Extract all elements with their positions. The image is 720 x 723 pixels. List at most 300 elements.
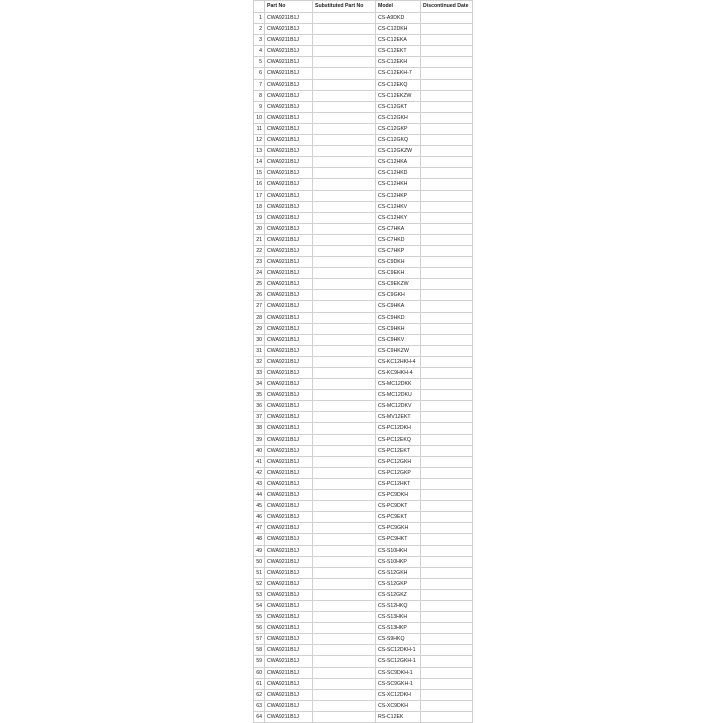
substituted-part-no-cell[interactable] <box>313 390 376 401</box>
part-no-cell[interactable]: CWA9211B1J <box>265 301 313 312</box>
row-index-cell[interactable]: 12 <box>254 135 265 146</box>
model-cell[interactable]: CS-S9HKQ <box>376 634 421 645</box>
substituted-part-no-cell[interactable] <box>313 312 376 323</box>
discontinued-date-cell[interactable] <box>421 157 473 168</box>
substituted-part-no-cell[interactable] <box>313 567 376 578</box>
part-no-cell[interactable]: CWA9211B1J <box>265 545 313 556</box>
part-no-cell[interactable]: CWA9211B1J <box>265 645 313 656</box>
row-index-cell[interactable]: 43 <box>254 478 265 489</box>
model-cell[interactable]: CS-PC9DKH <box>376 490 421 501</box>
model-cell[interactable]: CS-A9DKD <box>376 13 421 24</box>
discontinued-date-cell[interactable] <box>421 379 473 390</box>
model-cell[interactable]: CS-C12HKA <box>376 157 421 168</box>
model-cell[interactable]: CS-KC9HKH-4 <box>376 368 421 379</box>
substituted-part-no-cell[interactable] <box>313 79 376 90</box>
row-index-cell[interactable]: 10 <box>254 112 265 123</box>
discontinued-date-cell[interactable] <box>421 168 473 179</box>
model-cell[interactable]: CS-PC9DKT <box>376 501 421 512</box>
substituted-part-no-cell[interactable] <box>313 179 376 190</box>
model-cell[interactable]: CS-PC12DKH <box>376 423 421 434</box>
model-cell[interactable]: CS-C12HKP <box>376 190 421 201</box>
part-no-cell[interactable]: CWA9211B1J <box>265 456 313 467</box>
discontinued-date-cell[interactable] <box>421 79 473 90</box>
discontinued-date-cell[interactable] <box>421 57 473 68</box>
discontinued-date-cell[interactable] <box>421 112 473 123</box>
part-no-cell[interactable]: CWA9211B1J <box>265 711 313 722</box>
part-no-cell[interactable]: CWA9211B1J <box>265 368 313 379</box>
part-no-cell[interactable]: CWA9211B1J <box>265 523 313 534</box>
part-no-cell[interactable]: CWA9211B1J <box>265 157 313 168</box>
row-index-cell[interactable]: 60 <box>254 667 265 678</box>
substituted-part-no-cell[interactable] <box>313 711 376 722</box>
substituted-part-no-cell[interactable] <box>313 478 376 489</box>
substituted-part-no-cell[interactable] <box>313 678 376 689</box>
row-index-cell[interactable]: 34 <box>254 379 265 390</box>
substituted-part-no-cell[interactable] <box>313 401 376 412</box>
substituted-part-no-cell[interactable] <box>313 689 376 700</box>
substituted-part-no-cell[interactable] <box>313 257 376 268</box>
part-no-cell[interactable]: CWA9211B1J <box>265 445 313 456</box>
discontinued-date-cell[interactable] <box>421 290 473 301</box>
substituted-part-no-cell[interactable] <box>313 190 376 201</box>
model-cell[interactable]: CS-C9HKH <box>376 323 421 334</box>
row-index-cell[interactable]: 13 <box>254 146 265 157</box>
substituted-part-no-cell[interactable] <box>313 423 376 434</box>
substituted-part-no-cell[interactable] <box>313 490 376 501</box>
model-cell[interactable]: CS-C9HKA <box>376 301 421 312</box>
row-index-cell[interactable]: 64 <box>254 711 265 722</box>
discontinued-date-cell[interactable] <box>421 634 473 645</box>
model-cell[interactable]: CS-C12HKV <box>376 201 421 212</box>
model-cell[interactable]: CS-SC9GKH-1 <box>376 678 421 689</box>
part-no-cell[interactable]: CWA9211B1J <box>265 689 313 700</box>
row-index-cell[interactable]: 35 <box>254 390 265 401</box>
row-index-cell[interactable]: 1 <box>254 13 265 24</box>
substituted-part-no-cell[interactable] <box>313 634 376 645</box>
part-no-cell[interactable]: CWA9211B1J <box>265 656 313 667</box>
part-no-cell[interactable]: CWA9211B1J <box>265 534 313 545</box>
discontinued-date-cell[interactable] <box>421 412 473 423</box>
model-cell[interactable]: CS-MC12DKK <box>376 379 421 390</box>
discontinued-date-cell[interactable] <box>421 512 473 523</box>
row-index-cell[interactable]: 57 <box>254 634 265 645</box>
row-index-cell[interactable]: 39 <box>254 434 265 445</box>
model-cell[interactable]: CS-C12GKH <box>376 112 421 123</box>
discontinued-date-cell[interactable] <box>421 90 473 101</box>
substituted-part-no-cell[interactable] <box>313 512 376 523</box>
part-no-cell[interactable]: CWA9211B1J <box>265 13 313 24</box>
model-cell[interactable]: CS-C9HKV <box>376 334 421 345</box>
discontinued-date-cell[interactable] <box>421 600 473 611</box>
row-index-cell[interactable]: 23 <box>254 257 265 268</box>
model-cell[interactable]: CS-C12HKH <box>376 179 421 190</box>
model-cell[interactable]: CS-S12GKH <box>376 567 421 578</box>
part-no-cell[interactable]: CWA9211B1J <box>265 589 313 600</box>
part-no-cell[interactable]: CWA9211B1J <box>265 68 313 79</box>
discontinued-date-cell[interactable] <box>421 312 473 323</box>
discontinued-date-cell[interactable] <box>421 35 473 46</box>
part-no-cell[interactable]: CWA9211B1J <box>265 379 313 390</box>
substituted-part-no-cell[interactable] <box>313 123 376 134</box>
discontinued-date-cell[interactable] <box>421 700 473 711</box>
part-no-cell[interactable]: CWA9211B1J <box>265 323 313 334</box>
row-index-cell[interactable]: 14 <box>254 157 265 168</box>
row-index-cell[interactable]: 52 <box>254 578 265 589</box>
part-no-cell[interactable]: CWA9211B1J <box>265 501 313 512</box>
part-no-cell[interactable]: CWA9211B1J <box>265 334 313 345</box>
row-index-cell[interactable]: 3 <box>254 35 265 46</box>
substituted-part-no-cell[interactable] <box>313 501 376 512</box>
part-no-cell[interactable]: CWA9211B1J <box>265 512 313 523</box>
part-no-cell[interactable]: CWA9211B1J <box>265 223 313 234</box>
discontinued-date-cell[interactable] <box>421 401 473 412</box>
model-cell[interactable]: CS-C7HKP <box>376 245 421 256</box>
row-index-cell[interactable]: 33 <box>254 368 265 379</box>
row-index-cell[interactable]: 2 <box>254 24 265 35</box>
substituted-part-no-cell[interactable] <box>313 623 376 634</box>
discontinued-date-cell[interactable] <box>421 279 473 290</box>
part-no-cell[interactable]: CWA9211B1J <box>265 412 313 423</box>
row-index-cell[interactable]: 20 <box>254 223 265 234</box>
discontinued-date-cell[interactable] <box>421 123 473 134</box>
substituted-part-no-cell[interactable] <box>313 445 376 456</box>
model-cell[interactable]: CS-C12EKQ <box>376 79 421 90</box>
discontinued-date-cell[interactable] <box>421 334 473 345</box>
model-cell[interactable]: CS-C12GKP <box>376 123 421 134</box>
part-no-cell[interactable]: CWA9211B1J <box>265 312 313 323</box>
discontinued-date-cell[interactable] <box>421 179 473 190</box>
row-index-cell[interactable]: 18 <box>254 201 265 212</box>
discontinued-date-cell[interactable] <box>421 423 473 434</box>
model-cell[interactable]: CS-C9EKZW <box>376 279 421 290</box>
discontinued-date-cell[interactable] <box>421 711 473 722</box>
substituted-part-no-cell[interactable] <box>313 212 376 223</box>
substituted-part-no-cell[interactable] <box>313 645 376 656</box>
substituted-part-no-cell[interactable] <box>313 168 376 179</box>
model-cell[interactable]: CS-S12GKZ <box>376 589 421 600</box>
discontinued-date-cell[interactable] <box>421 612 473 623</box>
row-index-cell[interactable]: 51 <box>254 567 265 578</box>
discontinued-date-cell[interactable] <box>421 101 473 112</box>
substituted-part-no-cell[interactable] <box>313 157 376 168</box>
row-index-cell[interactable]: 25 <box>254 279 265 290</box>
model-cell[interactable]: RS-C12EK <box>376 711 421 722</box>
row-index-cell[interactable]: 48 <box>254 534 265 545</box>
discontinued-date-cell[interactable] <box>421 201 473 212</box>
row-index-cell[interactable]: 4 <box>254 46 265 57</box>
discontinued-date-cell[interactable] <box>421 345 473 356</box>
row-index-cell[interactable]: 41 <box>254 456 265 467</box>
discontinued-date-cell[interactable] <box>421 223 473 234</box>
row-index-cell[interactable]: 61 <box>254 678 265 689</box>
substituted-part-no-cell[interactable] <box>313 135 376 146</box>
model-cell[interactable]: CS-C9EKH <box>376 268 421 279</box>
discontinued-date-cell[interactable] <box>421 46 473 57</box>
model-cell[interactable]: CS-C9HKZW <box>376 345 421 356</box>
row-index-cell[interactable]: 28 <box>254 312 265 323</box>
part-no-cell[interactable]: CWA9211B1J <box>265 90 313 101</box>
model-cell[interactable]: CS-S12HKQ <box>376 600 421 611</box>
substituted-part-no-cell[interactable] <box>313 57 376 68</box>
substituted-part-no-cell[interactable] <box>313 556 376 567</box>
substituted-part-no-cell[interactable] <box>313 301 376 312</box>
row-index-cell[interactable]: 19 <box>254 212 265 223</box>
row-index-cell[interactable]: 54 <box>254 600 265 611</box>
substituted-part-no-cell[interactable] <box>313 545 376 556</box>
part-no-cell[interactable]: CWA9211B1J <box>265 390 313 401</box>
model-cell[interactable]: CS-MC12DKV <box>376 401 421 412</box>
part-no-cell[interactable]: CWA9211B1J <box>265 667 313 678</box>
row-index-cell[interactable]: 15 <box>254 168 265 179</box>
discontinued-date-cell[interactable] <box>421 190 473 201</box>
model-cell[interactable]: CS-MC12DKU <box>376 390 421 401</box>
row-index-cell[interactable]: 40 <box>254 445 265 456</box>
discontinued-date-cell[interactable] <box>421 556 473 567</box>
substituted-part-no-cell[interactable] <box>313 412 376 423</box>
part-no-cell[interactable]: CWA9211B1J <box>265 567 313 578</box>
substituted-part-no-cell[interactable] <box>313 523 376 534</box>
substituted-part-no-cell[interactable] <box>313 356 376 367</box>
discontinued-date-cell[interactable] <box>421 645 473 656</box>
model-cell[interactable]: CS-C12EKZW <box>376 90 421 101</box>
model-cell[interactable]: CS-C12EKH <box>376 57 421 68</box>
discontinued-date-cell[interactable] <box>421 257 473 268</box>
substituted-part-no-cell[interactable] <box>313 578 376 589</box>
row-index-cell[interactable]: 32 <box>254 356 265 367</box>
row-index-cell[interactable]: 24 <box>254 268 265 279</box>
substituted-part-no-cell[interactable] <box>313 234 376 245</box>
discontinued-date-cell[interactable] <box>421 24 473 35</box>
row-index-cell[interactable]: 29 <box>254 323 265 334</box>
discontinued-date-cell[interactable] <box>421 456 473 467</box>
model-cell[interactable]: CS-PC12HKT <box>376 478 421 489</box>
discontinued-date-cell[interactable] <box>421 678 473 689</box>
part-no-cell[interactable]: CWA9211B1J <box>265 79 313 90</box>
row-index-cell[interactable]: 42 <box>254 467 265 478</box>
substituted-part-no-cell[interactable] <box>313 101 376 112</box>
discontinued-date-cell[interactable] <box>421 301 473 312</box>
model-cell[interactable]: CS-C12GKQ <box>376 135 421 146</box>
substituted-part-no-cell[interactable] <box>313 245 376 256</box>
substituted-part-no-cell[interactable] <box>313 467 376 478</box>
substituted-part-no-cell[interactable] <box>313 368 376 379</box>
row-index-cell[interactable]: 50 <box>254 556 265 567</box>
substituted-part-no-cell[interactable] <box>313 90 376 101</box>
discontinued-date-cell[interactable] <box>421 567 473 578</box>
row-index-cell[interactable]: 17 <box>254 190 265 201</box>
part-no-cell[interactable]: CWA9211B1J <box>265 57 313 68</box>
part-no-cell[interactable]: CWA9211B1J <box>265 35 313 46</box>
part-no-cell[interactable]: CWA9211B1J <box>265 101 313 112</box>
part-no-cell[interactable]: CWA9211B1J <box>265 700 313 711</box>
model-cell[interactable]: CS-C9GKH <box>376 290 421 301</box>
substituted-part-no-cell[interactable] <box>313 13 376 24</box>
model-cell[interactable]: CS-SC9DKH-1 <box>376 667 421 678</box>
row-index-cell[interactable]: 37 <box>254 412 265 423</box>
row-index-cell[interactable]: 7 <box>254 79 265 90</box>
substituted-part-no-cell[interactable] <box>313 323 376 334</box>
part-no-cell[interactable]: CWA9211B1J <box>265 190 313 201</box>
discontinued-date-cell[interactable] <box>421 478 473 489</box>
substituted-part-no-cell[interactable] <box>313 24 376 35</box>
row-index-cell[interactable]: 59 <box>254 656 265 667</box>
part-no-cell[interactable]: CWA9211B1J <box>265 257 313 268</box>
model-cell[interactable]: CS-C12HKY <box>376 212 421 223</box>
row-index-cell[interactable]: 31 <box>254 345 265 356</box>
model-cell[interactable]: CS-PC12EKQ <box>376 434 421 445</box>
substituted-part-no-cell[interactable] <box>313 290 376 301</box>
row-index-cell[interactable]: 11 <box>254 123 265 134</box>
discontinued-date-cell[interactable] <box>421 689 473 700</box>
discontinued-date-cell[interactable] <box>421 501 473 512</box>
discontinued-date-cell[interactable] <box>421 589 473 600</box>
substituted-part-no-cell[interactable] <box>313 279 376 290</box>
part-no-cell[interactable]: CWA9211B1J <box>265 290 313 301</box>
model-cell[interactable]: CS-S13HKP <box>376 623 421 634</box>
row-index-cell[interactable]: 44 <box>254 490 265 501</box>
row-index-cell[interactable]: 55 <box>254 612 265 623</box>
discontinued-date-cell[interactable] <box>421 534 473 545</box>
substituted-part-no-cell[interactable] <box>313 112 376 123</box>
model-cell[interactable]: CS-C12HKD <box>376 168 421 179</box>
discontinued-date-cell[interactable] <box>421 135 473 146</box>
part-no-cell[interactable]: CWA9211B1J <box>265 123 313 134</box>
model-cell[interactable]: CS-MV12EKT <box>376 412 421 423</box>
model-cell[interactable]: CS-C7HKA <box>376 223 421 234</box>
part-no-cell[interactable]: CWA9211B1J <box>265 490 313 501</box>
model-cell[interactable]: CS-C7HKD <box>376 234 421 245</box>
model-cell[interactable]: CS-KC12HKH-4 <box>376 356 421 367</box>
model-cell[interactable]: CS-XC12DKH <box>376 689 421 700</box>
discontinued-date-cell[interactable] <box>421 356 473 367</box>
row-index-cell[interactable]: 63 <box>254 700 265 711</box>
part-no-cell[interactable]: CWA9211B1J <box>265 600 313 611</box>
part-no-cell[interactable]: CWA9211B1J <box>265 279 313 290</box>
part-no-cell[interactable]: CWA9211B1J <box>265 168 313 179</box>
substituted-part-no-cell[interactable] <box>313 612 376 623</box>
discontinued-date-cell[interactable] <box>421 545 473 556</box>
part-no-cell[interactable]: CWA9211B1J <box>265 135 313 146</box>
row-index-cell[interactable]: 9 <box>254 101 265 112</box>
discontinued-date-cell[interactable] <box>421 68 473 79</box>
model-cell[interactable]: CS-C12GKZW <box>376 146 421 157</box>
model-cell[interactable]: CS-C12GKT <box>376 101 421 112</box>
discontinued-date-cell[interactable] <box>421 578 473 589</box>
discontinued-date-cell[interactable] <box>421 623 473 634</box>
substituted-part-no-cell[interactable] <box>313 46 376 57</box>
part-no-cell[interactable]: CWA9211B1J <box>265 678 313 689</box>
part-no-cell[interactable]: CWA9211B1J <box>265 434 313 445</box>
row-index-cell[interactable]: 30 <box>254 334 265 345</box>
substituted-part-no-cell[interactable] <box>313 600 376 611</box>
part-no-cell[interactable]: CWA9211B1J <box>265 46 313 57</box>
substituted-part-no-cell[interactable] <box>313 68 376 79</box>
substituted-part-no-cell[interactable] <box>313 667 376 678</box>
row-index-cell[interactable]: 27 <box>254 301 265 312</box>
part-no-cell[interactable]: CWA9211B1J <box>265 201 313 212</box>
discontinued-date-cell[interactable] <box>421 368 473 379</box>
part-no-cell[interactable]: CWA9211B1J <box>265 24 313 35</box>
substituted-part-no-cell[interactable] <box>313 268 376 279</box>
row-index-cell[interactable]: 38 <box>254 423 265 434</box>
row-index-cell[interactable]: 36 <box>254 401 265 412</box>
part-no-cell[interactable]: CWA9211B1J <box>265 112 313 123</box>
model-cell[interactable]: CS-C12EKA <box>376 35 421 46</box>
substituted-part-no-cell[interactable] <box>313 345 376 356</box>
part-no-cell[interactable]: CWA9211B1J <box>265 245 313 256</box>
row-index-cell[interactable]: 58 <box>254 645 265 656</box>
substituted-part-no-cell[interactable] <box>313 456 376 467</box>
row-index-cell[interactable]: 45 <box>254 501 265 512</box>
model-cell[interactable]: CS-C9DKH <box>376 257 421 268</box>
discontinued-date-cell[interactable] <box>421 245 473 256</box>
discontinued-date-cell[interactable] <box>421 523 473 534</box>
substituted-part-no-cell[interactable] <box>313 534 376 545</box>
model-cell[interactable]: CS-SC12GKH-1 <box>376 656 421 667</box>
part-no-cell[interactable]: CWA9211B1J <box>265 423 313 434</box>
discontinued-date-cell[interactable] <box>421 234 473 245</box>
row-index-cell[interactable]: 16 <box>254 179 265 190</box>
discontinued-date-cell[interactable] <box>421 667 473 678</box>
part-no-cell[interactable]: CWA9211B1J <box>265 212 313 223</box>
model-cell[interactable]: CS-PC12EKT <box>376 445 421 456</box>
part-no-cell[interactable]: CWA9211B1J <box>265 578 313 589</box>
model-cell[interactable]: CS-XC9DKH <box>376 700 421 711</box>
discontinued-date-cell[interactable] <box>421 146 473 157</box>
row-index-cell[interactable]: 5 <box>254 57 265 68</box>
part-no-cell[interactable]: CWA9211B1J <box>265 268 313 279</box>
model-cell[interactable]: CS-S10HKP <box>376 556 421 567</box>
discontinued-date-cell[interactable] <box>421 467 473 478</box>
model-cell[interactable]: CS-SC12DKH-1 <box>376 645 421 656</box>
substituted-part-no-cell[interactable] <box>313 35 376 46</box>
discontinued-date-cell[interactable] <box>421 212 473 223</box>
substituted-part-no-cell[interactable] <box>313 379 376 390</box>
part-no-cell[interactable]: CWA9211B1J <box>265 623 313 634</box>
model-cell[interactable]: CS-PC12GKH <box>376 456 421 467</box>
discontinued-date-cell[interactable] <box>421 434 473 445</box>
part-no-cell[interactable]: CWA9211B1J <box>265 634 313 645</box>
row-index-cell[interactable]: 22 <box>254 245 265 256</box>
part-no-cell[interactable]: CWA9211B1J <box>265 478 313 489</box>
row-index-cell[interactable]: 56 <box>254 623 265 634</box>
model-cell[interactable]: CS-C9HKD <box>376 312 421 323</box>
row-index-cell[interactable]: 62 <box>254 689 265 700</box>
row-index-cell[interactable]: 46 <box>254 512 265 523</box>
model-cell[interactable]: CS-PC9EKT <box>376 512 421 523</box>
row-index-cell[interactable]: 6 <box>254 68 265 79</box>
row-index-cell[interactable]: 8 <box>254 90 265 101</box>
discontinued-date-cell[interactable] <box>421 323 473 334</box>
part-no-cell[interactable]: CWA9211B1J <box>265 401 313 412</box>
model-cell[interactable]: CS-S13HKH <box>376 612 421 623</box>
row-index-cell[interactable]: 49 <box>254 545 265 556</box>
substituted-part-no-cell[interactable] <box>313 589 376 600</box>
part-no-cell[interactable]: CWA9211B1J <box>265 234 313 245</box>
discontinued-date-cell[interactable] <box>421 656 473 667</box>
model-cell[interactable]: CS-C12EKT <box>376 46 421 57</box>
substituted-part-no-cell[interactable] <box>313 434 376 445</box>
discontinued-date-cell[interactable] <box>421 390 473 401</box>
model-cell[interactable]: CS-PC9HKT <box>376 534 421 545</box>
discontinued-date-cell[interactable] <box>421 445 473 456</box>
discontinued-date-cell[interactable] <box>421 490 473 501</box>
substituted-part-no-cell[interactable] <box>313 146 376 157</box>
model-cell[interactable]: CS-S10HKH <box>376 545 421 556</box>
model-cell[interactable]: CS-PC9GKH <box>376 523 421 534</box>
model-cell[interactable]: CS-S12GKP <box>376 578 421 589</box>
part-no-cell[interactable]: CWA9211B1J <box>265 345 313 356</box>
